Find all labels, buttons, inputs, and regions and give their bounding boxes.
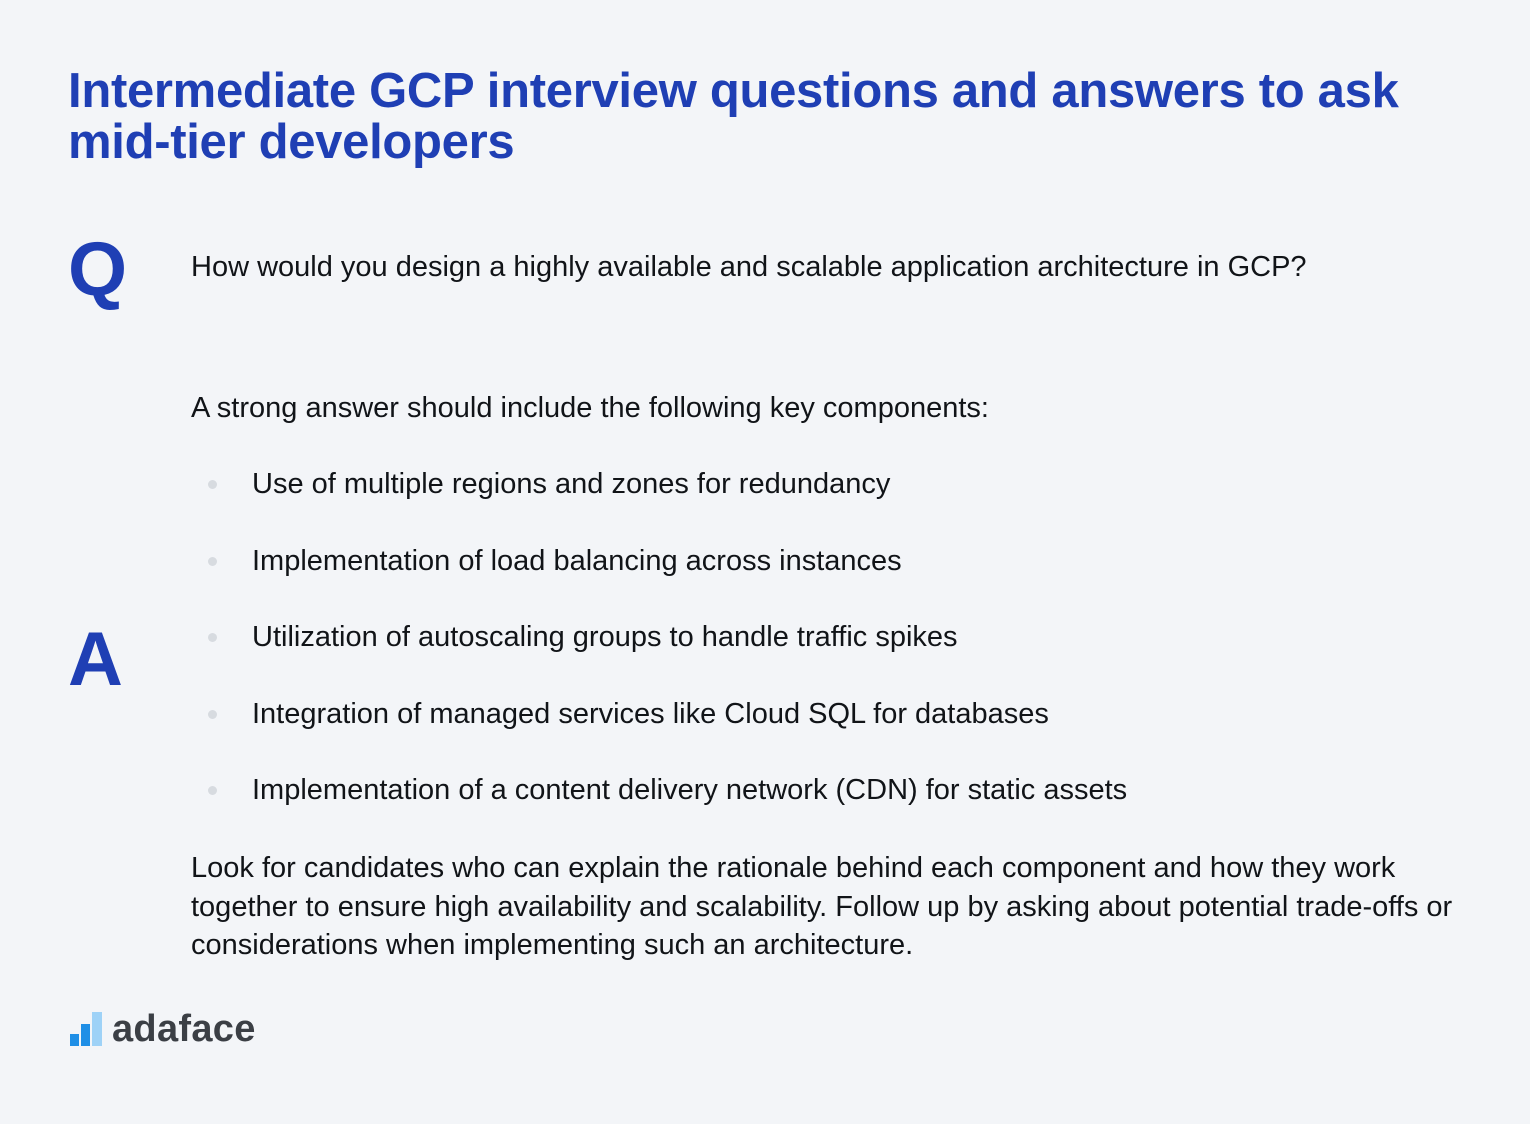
bullet-icon bbox=[208, 557, 217, 566]
answer-points-list bbox=[191, 466, 1491, 849]
question-marker: Q bbox=[68, 227, 128, 312]
bullet-icon bbox=[208, 480, 217, 489]
adaface-logo-icon bbox=[70, 1012, 104, 1046]
page-title: Intermediate GCP interview questions and answers to ask mid-tier developers bbox=[68, 64, 1399, 169]
brand-name: adaface bbox=[112, 1008, 256, 1050]
list-item bbox=[191, 543, 1491, 620]
list-item-text: Utilization of autoscaling groups to handle traffic spikes bbox=[252, 621, 958, 653]
answer-closing: Look for candidates who can explain the rationale behind each component and how they work together to ensure high availability and scalability. Follow up by asking about potential trade-offs or considerations when implementing such an architecture. bbox=[191, 852, 1453, 961]
question-text: How would you design a highly available and scalable application architecture in GCP? bbox=[191, 251, 1307, 283]
bullet-icon bbox=[208, 786, 217, 795]
bullet-icon bbox=[208, 633, 217, 642]
list-item bbox=[191, 466, 1491, 543]
answer-intro: A strong answer should include the following key components: bbox=[191, 392, 989, 424]
list-item-text: Implementation of load balancing across instances bbox=[252, 544, 902, 577]
brand-logo bbox=[70, 1008, 256, 1050]
list-item bbox=[191, 619, 1491, 696]
bullet-icon bbox=[208, 710, 217, 719]
list-item-text: Integration of managed services like Cloud SQL for databases bbox=[252, 697, 1049, 730]
answer-marker: A bbox=[68, 617, 123, 702]
list-item-text: Use of multiple regions and zones for redundancy bbox=[252, 468, 891, 500]
list-item bbox=[191, 772, 1491, 849]
list-item-text: Implementation of a content delivery network (CDN) for static assets bbox=[252, 774, 1128, 806]
list-item bbox=[191, 696, 1491, 773]
